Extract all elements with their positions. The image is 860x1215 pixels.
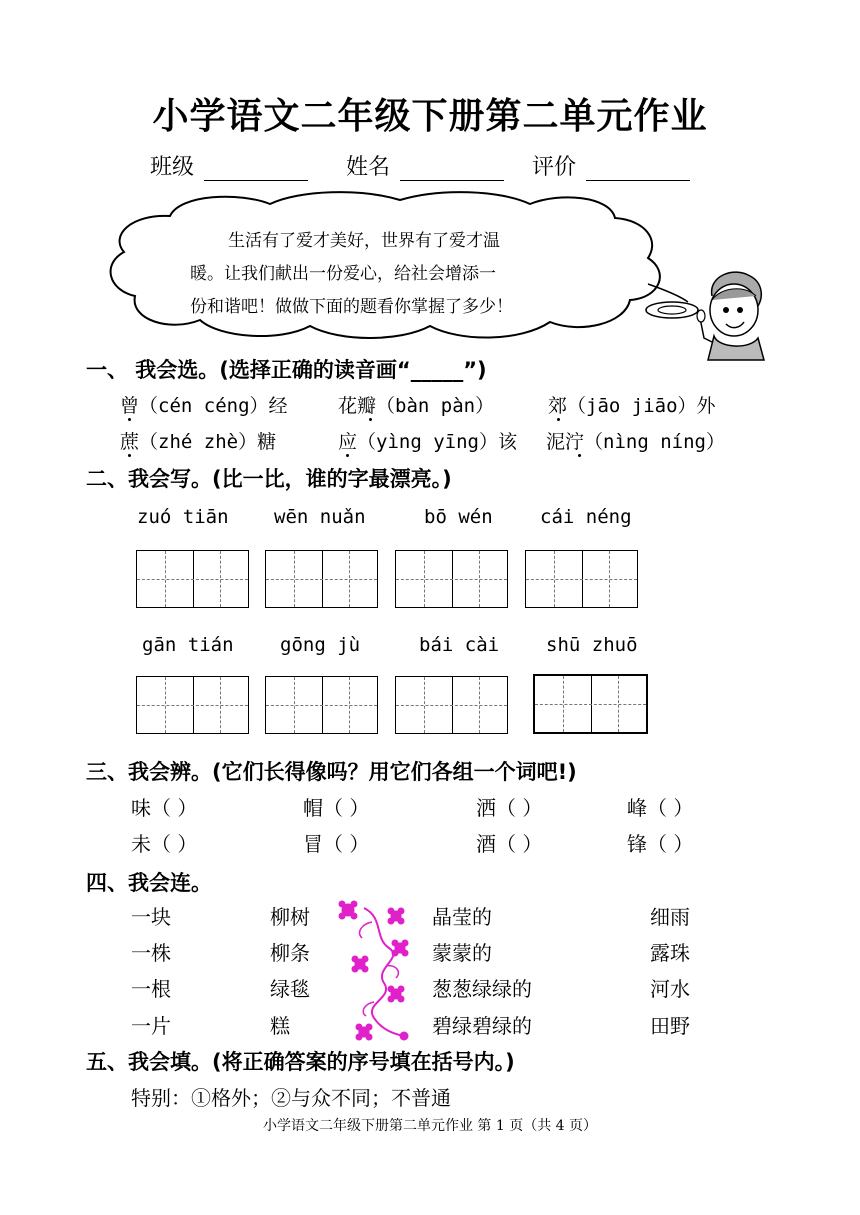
word-pair-item[interactable]: 帽（ ） — [303, 796, 370, 820]
match-item-col2[interactable]: 糕 — [270, 1014, 290, 1038]
emphasis-dot — [128, 454, 131, 457]
emphasis-dot — [578, 454, 581, 457]
name-blank[interactable] — [400, 158, 504, 181]
emphasis-dot — [128, 418, 131, 421]
choice-item-6[interactable]: 泥泞（nìng níng） — [546, 431, 725, 453]
word-pair-item[interactable]: 洒（ ） — [476, 796, 543, 820]
match-item-col4[interactable]: 细雨 — [650, 905, 690, 929]
choice-item-1[interactable]: 曾（cén céng）经 — [120, 395, 288, 417]
section5-heading: 五、我会填。(将正确答案的序号填在括号内。) — [86, 1050, 515, 1074]
name-field[interactable] — [346, 150, 504, 181]
pinyin-label: wēn nuǎn — [274, 506, 366, 528]
match-item-col4[interactable]: 河水 — [650, 977, 690, 1001]
emphasis-dot — [557, 418, 560, 421]
match-item-col2[interactable]: 绿毯 — [270, 977, 310, 1001]
writing-grid[interactable] — [265, 550, 378, 608]
writing-grid[interactable] — [525, 550, 638, 608]
writing-grid[interactable] — [395, 676, 508, 734]
match-item-col1[interactable]: 一片 — [131, 1014, 171, 1038]
cloud-text-line1: 生活有了爱才美好，世界有了爱才温 — [228, 231, 500, 251]
match-item-col1[interactable]: 一块 — [131, 905, 171, 929]
choice-item-3[interactable]: 郊（jāo jiāo）外 — [548, 395, 716, 417]
match-item-col4[interactable]: 田野 — [650, 1014, 690, 1038]
page-footer: 小学语文二年级下册第二单元作业 第 1 页（共 4 页） — [262, 1118, 598, 1134]
section1-heading: 一、 我会选。(选择正确的读音画“_____”) — [86, 358, 487, 382]
section2-heading: 二、我会写。(比一比，谁的字最漂亮。) — [86, 467, 452, 491]
match-item-col4[interactable]: 露珠 — [650, 941, 690, 965]
cloud-text-line2: 暖。让我们献出一份爱心，给社会增添一 — [190, 264, 496, 284]
pinyin-label: bái cài — [419, 634, 500, 656]
pinyin-label: gōng jù — [280, 634, 361, 656]
page-title: 小学语文二年级下册第二单元作业 — [152, 95, 708, 137]
match-item-col3[interactable]: 晶莹的 — [432, 905, 492, 929]
match-item-col2[interactable]: 柳条 — [270, 941, 310, 965]
word-pair-item[interactable]: 未（ ） — [131, 832, 198, 856]
pinyin-label: gān tián — [142, 634, 234, 656]
name-label: 姓名 — [346, 155, 391, 180]
choice-item-5[interactable]: 应（yìng yīng）该 — [338, 431, 517, 453]
class-label: 班级 — [150, 155, 195, 180]
pinyin-label: bō wén — [424, 506, 493, 528]
word-pair-item[interactable]: 味（ ） — [131, 796, 198, 820]
match-item-col1[interactable]: 一株 — [131, 941, 171, 965]
word-pair-item[interactable]: 锋（ ） — [627, 832, 694, 856]
writing-grid[interactable] — [533, 674, 648, 734]
section5-line1: 特别：①格外；②与众不同；不普通 — [131, 1086, 451, 1110]
match-item-col1[interactable]: 一根 — [131, 977, 171, 1001]
writing-grid[interactable] — [136, 550, 249, 608]
grade-field[interactable] — [532, 150, 690, 181]
choice-item-4[interactable]: 蔗（zhé zhè）糖 — [120, 431, 277, 453]
cloud-text-line3: 份和谐吧！做做下面的题看你掌握了多少！ — [190, 297, 513, 317]
section3-heading: 三、我会辨。(它们长得像吗？用它们各组一个词吧!) — [86, 760, 577, 784]
match-item-col3[interactable]: 碧绿碧绿的 — [432, 1014, 532, 1038]
writing-grid[interactable] — [395, 550, 508, 608]
choice-item-2[interactable]: 花瓣（bàn pàn） — [338, 395, 495, 417]
flower-vine-decoration — [334, 898, 414, 1044]
pinyin-label: cái néng — [540, 506, 632, 528]
emphasis-dot — [346, 454, 349, 457]
pinyin-label: shū zhuō — [546, 634, 638, 656]
word-pair-item[interactable]: 峰（ ） — [627, 796, 694, 820]
emphasis-dot — [369, 418, 372, 421]
class-blank[interactable] — [204, 158, 308, 181]
class-field[interactable] — [150, 150, 308, 181]
grade-blank[interactable] — [586, 158, 690, 181]
writing-grid[interactable] — [265, 676, 378, 734]
match-item-col3[interactable]: 葱葱绿绿的 — [432, 977, 532, 1001]
pinyin-label: zuó tiān — [137, 506, 229, 528]
word-pair-item[interactable]: 酒（ ） — [476, 832, 543, 856]
writing-grid[interactable] — [136, 676, 249, 734]
grade-label: 评价 — [532, 155, 577, 180]
word-pair-item[interactable]: 冒（ ） — [303, 832, 370, 856]
cartoon-boy-illustration — [694, 266, 770, 362]
match-item-col3[interactable]: 蒙蒙的 — [432, 941, 492, 965]
match-item-col2[interactable]: 柳树 — [270, 905, 310, 929]
section4-heading: 四、我会连。 — [86, 871, 212, 895]
